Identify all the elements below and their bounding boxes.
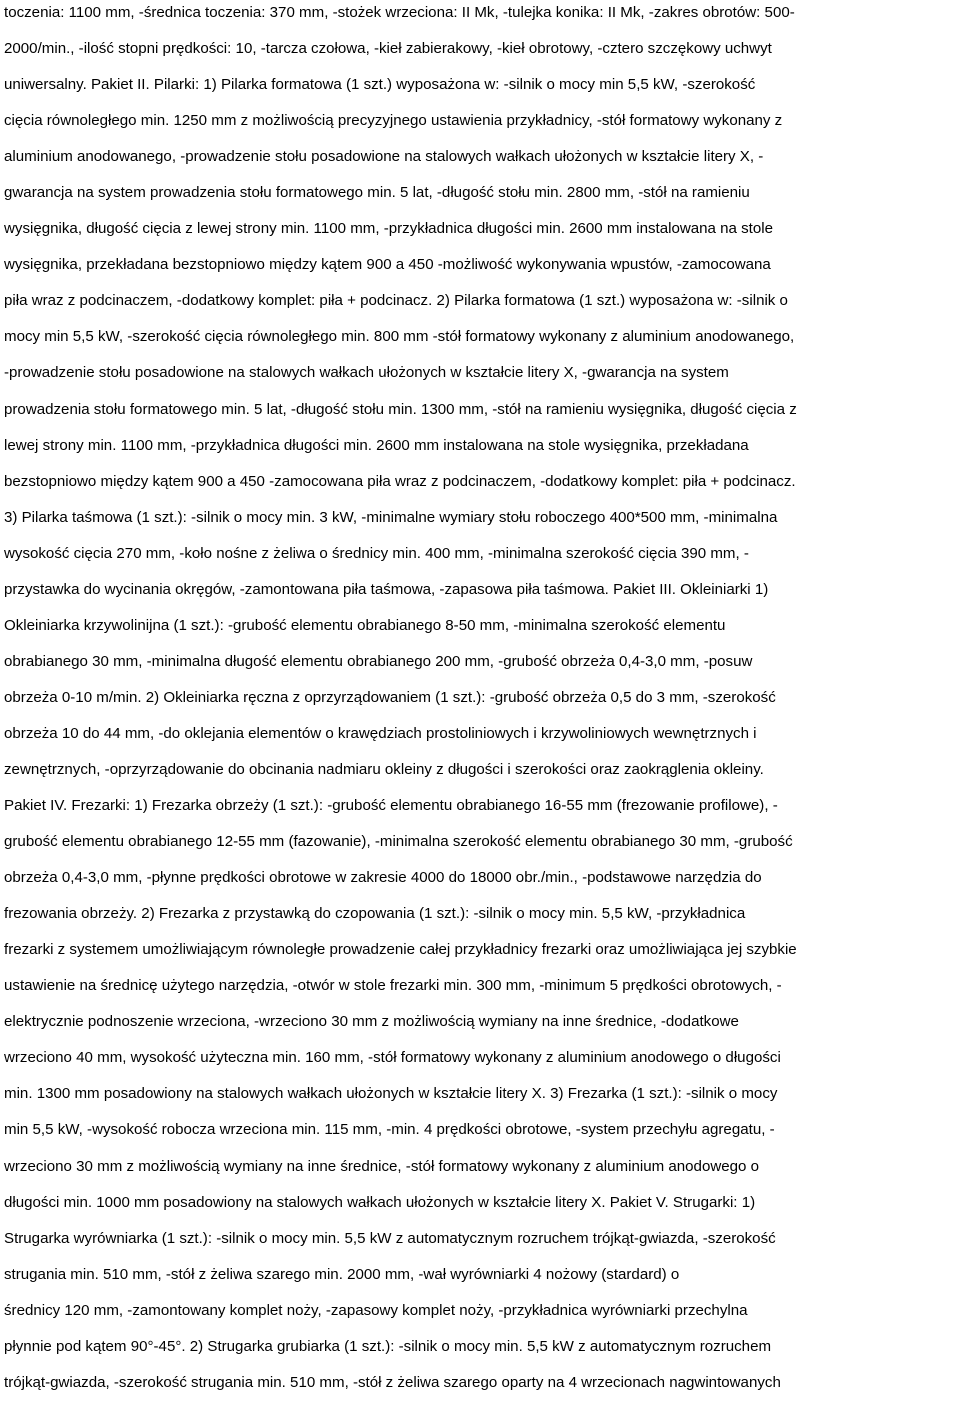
text-line: lewej strony min. 1100 mm, -przykładnica długości min. 2600 mm instalowana na stole wysięgnika, przekładana [4, 436, 749, 454]
text-line: 2000/min., -ilość stopni prędkości: 10, -tarcza czołowa, -kieł zabierakowy, -kieł obrotowy, -cztero szczękowy uchwyt [4, 40, 772, 58]
text-line: przystawka do wycinania okręgów, -zamontowana piła taśmowa, -zapasowa piła taśmowa. Pakiet III. Okleiniarki 1) [4, 580, 769, 598]
text-line: bezstopniowo między kątem 900 a 450 -zamocowana piła wraz z podcinaczem, -dodatkowy komplet: piła + podcinacz. [4, 472, 796, 490]
text-line: trójkąt-gwiazda, -szerokość strugania min. 510 mm, -stół z żeliwa szarego oparty na 4 wrzecionach nagwintowanych [4, 1373, 781, 1391]
text-line: zewnętrznych, -oprzyrządowanie do obcinania nadmiaru okleiny z długości i szerokości oraz zaokrąglenia okleiny. [4, 760, 764, 778]
text-line: prowadzenia stołu formatowego min. 5 lat, -długość stołu min. 1300 mm, -stół na ramieniu wysięgnika, długość cięcia z [4, 400, 797, 418]
text-line: uniwersalny. Pakiet II. Pilarki: 1) Pilarka formatowa (1 szt.) wyposażona w: -silnik o mocy min 5,5 kW, -szerokość [4, 76, 756, 94]
text-line: -prowadzenie stołu posadowione na stalowych wałkach ułożonych w kształcie litery X, -gwarancja na system [4, 364, 729, 382]
text-line: Okleiniarka krzywolinijna (1 szt.): -grubość elementu obrabianego 8-50 mm, -minimalna szerokość elementu [4, 616, 726, 634]
text-line: obrabianego 30 mm, -minimalna długość elementu obrabianego 200 mm, -grubość obrzeża 0,4-3,0 mm, -posuw [4, 652, 753, 670]
text-line: min. 1300 mm posadowiony na stalowych wałkach ułożonych w kształcie litery X. 3) Frezarka (1 szt.): -silnik o mocy [4, 1085, 778, 1103]
text-line: wysięgnika, długość cięcia z lewej strony min. 1100 mm, -przykładnica długości min. 2600 mm instalowana na stole [4, 220, 774, 238]
text-line: płynnie pod kątem 90°-45°. 2) Strugarka grubiarka (1 szt.): -silnik o mocy min. 5,5 kW z automatycznym rozruchem [4, 1337, 772, 1355]
text-line: wrzeciono 40 mm, wysokość użyteczna min. 160 mm, -stół formatowy wykonany z aluminium anodowego o długości [4, 1049, 781, 1067]
text-line: obrzeża 10 do 44 mm, -do oklejania elementów o krawędziach prostoliniowych i krzywoliniowych wewnętrznych i [4, 724, 757, 742]
text-line: frezarki z systemem umożliwiającym równoległe prowadzenie całej przykładnicy frezarki oraz umożliwiająca jej szybkie [4, 941, 797, 959]
text-line: wysięgnika, przekładana bezstopniowo między kątem 900 a 450 -możliwość wykonywania wpustów, -zamocowana [4, 256, 771, 274]
text-line: średnicy 120 mm, -zamontowany komplet noży, -zapasowy komplet noży, -przykładnica wyrówniarki przechylna [4, 1301, 748, 1319]
text-line: strugania min. 510 mm, -stół z żeliwa szarego min. 2000 mm, -wał wyrówniarki 4 nożowy (stardard) o [4, 1265, 680, 1283]
text-line: elektrycznie podnoszenie wrzeciona, -wrzeciono 30 mm z możliwością wymiany na inne średnice, -dodatkowe [4, 1013, 739, 1031]
text-line: wrzeciono 30 mm z możliwością wymiany na inne średnice, -stół formatowy wykonany z aluminium anodowego o [4, 1157, 760, 1175]
text-line: gwarancja na system prowadzenia stołu formatowego min. 5 lat, -długość stołu min. 2800 mm, -stół na ramieniu [4, 184, 750, 202]
text-line: cięcia równoległego min. 1250 mm z możliwością precyzyjnego ustawienia przykładnicy, -stół formatowy wykonany z [4, 112, 783, 130]
text-line: frezowania obrzeży. 2) Frezarka z przystawką do czopowania (1 szt.): -silnik o mocy min. 5,5 kW, -przykładnica [4, 905, 746, 923]
text-line: grubość elementu obrabianego 12-55 mm (fazowanie), -minimalna szerokość elementu obrabianego 30 mm, -grubość [4, 833, 793, 851]
text-line: piła wraz z podcinaczem, -dodatkowy komplet: piła + podcinacz. 2) Pilarka formatowa (1 szt.) wyposażona w: -silnik o [4, 292, 788, 310]
body-text [4, 0, 956, 1401]
text-line: aluminium anodowanego, -prowadzenie stołu posadowione na stalowych wałkach ułożonych w kształcie litery X, - [4, 148, 764, 166]
text-line: 3) Pilarka taśmowa (1 szt.): -silnik o mocy min. 3 kW, -minimalne wymiary stołu roboczego 400*500 mm, -minimalna [4, 508, 778, 526]
text-line: długości min. 1000 mm posadowiony na stalowych wałkach ułożonych w kształcie litery X. Pakiet V. Strugarki: 1) [4, 1193, 756, 1211]
text-line: obrzeża 0,4-3,0 mm, -płynne prędkości obrotowe w zakresie 4000 do 18000 obr./min., -podstawowe narzędzia do [4, 869, 762, 887]
text-line: ustawienie na średnicę użytego narzędzia, -otwór w stole frezarki min. 300 mm, -minimum 5 prędkości obrotowych, - [4, 977, 782, 995]
text-line: wysokość cięcia 270 mm, -koło nośne z żeliwa o średnicy min. 400 mm, -minimalna szerokość cięcia 390 mm, - [4, 544, 749, 562]
text-line: obrzeża 0-10 m/min. 2) Okleiniarka ręczna z oprzyrządowaniem (1 szt.): -grubość obrzeża 0,5 do 3 mm, -szerokość [4, 688, 776, 706]
text-line: mocy min 5,5 kW, -szerokość cięcia równoległego min. 800 mm -stół formatowy wykonany z aluminium anodowanego, [4, 328, 795, 346]
text-line: Pakiet IV. Frezarki: 1) Frezarka obrzeży (1 szt.): -grubość elementu obrabianego 16-55 mm (frezowanie profilowe), - [4, 797, 778, 815]
text-line: min 5,5 kW, -wysokość robocza wrzeciona min. 115 mm, -min. 4 prędkości obrotowe, -system przechyłu agregatu, - [4, 1121, 775, 1139]
text-line: Strugarka wyrówniarka (1 szt.): -silnik o mocy min. 5,5 kW z automatycznym rozruchem trójkąt-gwiazda, -szerokość [4, 1229, 776, 1247]
text-line: toczenia: 1100 mm, -średnica toczenia: 370 mm, -stożek wrzeciona: II Mk, -tulejka konika: II Mk, -zakres obrotów: 500- [4, 4, 795, 21]
